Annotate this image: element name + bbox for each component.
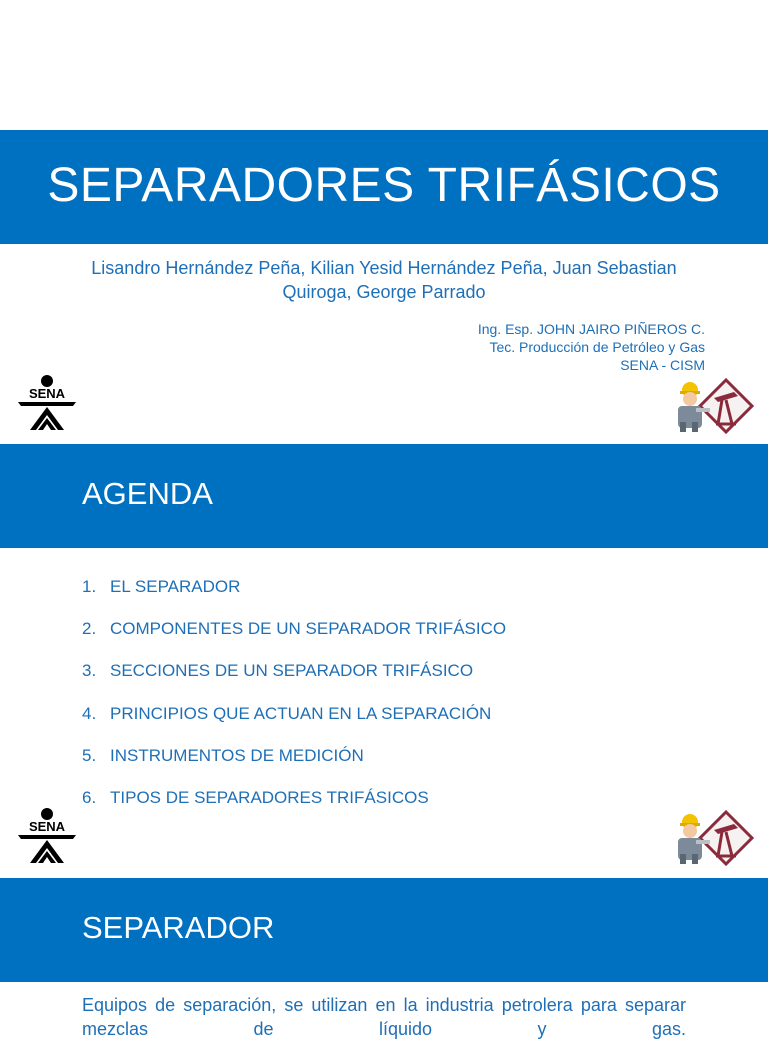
separador-body-text: Equipos de separación, se utilizan en la industria petrolera para separar mezclas de líquido y gas. [82, 995, 686, 1039]
list-item: 5. INSTRUMENTOS DE MEDICIÓN [82, 745, 364, 765]
separador-band [0, 878, 768, 982]
authors: Lisandro Hernández Peña, Kilian Yesid Hernández Peña, Juan Sebastian Quiroga, George Parrado [91, 258, 677, 302]
sena-logo-text: SENA [28, 386, 66, 401]
agenda-heading: AGENDA [82, 476, 213, 511]
agenda-band [0, 444, 768, 548]
list-item: 2. COMPONENTES DE UN SEPARADOR TRIFÁSICO [82, 619, 507, 639]
title-band [0, 130, 768, 244]
list-item: 1. EL SEPARADOR [82, 577, 241, 596]
slide-title: SEPARADORES TRIFÁSICOS [47, 159, 721, 212]
agenda-item-label: EL SEPARADOR [110, 577, 241, 596]
sena-logo-icon [16, 807, 78, 865]
sena-logo-icon [16, 374, 78, 432]
agenda-list [82, 576, 506, 829]
sena-logo-text: SENA [28, 819, 66, 834]
instructor-program: Tec. Producción de Petróleo y Gas [489, 339, 705, 355]
list-item: 6. TIPOS DE SEPARADORES TRIFÁSICOS [82, 787, 429, 807]
oil-worker-pumpjack-icon [670, 810, 754, 866]
instructor-name: Ing. Esp. JOHN JAIRO PIÑEROS C. [477, 321, 705, 337]
list-item: 4. PRINCIPIOS QUE ACTUAN EN LA SEPARACIÓN [82, 703, 492, 723]
agenda-item-label: COMPONENTES DE UN SEPARADOR TRIFÁSICO [110, 619, 507, 639]
instructor-center: SENA - CISM [620, 357, 705, 373]
agenda-item-label: TIPOS DE SEPARADORES TRIFÁSICOS [110, 787, 429, 807]
list-item: 3. SECCIONES DE UN SEPARADOR TRIFÁSICO [82, 661, 474, 681]
instructor-block [478, 320, 705, 374]
agenda-item-label: SECCIONES DE UN SEPARADOR TRIFÁSICO [110, 661, 474, 681]
separador-heading: SEPARADOR [82, 910, 275, 945]
agenda-item-label: INSTRUMENTOS DE MEDICIÓN [110, 745, 364, 765]
oil-worker-pumpjack-icon [670, 378, 754, 434]
agenda-item-label: PRINCIPIOS QUE ACTUAN EN LA SEPARACIÓN [110, 703, 492, 723]
